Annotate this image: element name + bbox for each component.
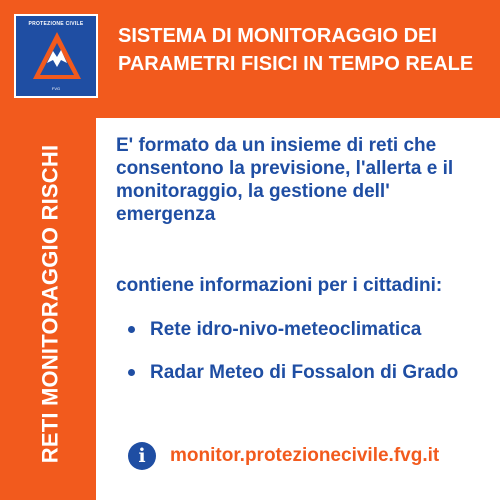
list-item	[128, 318, 488, 341]
logo-title: PROTEZIONE CIVILE	[28, 21, 84, 27]
logo-footer: FVG	[51, 86, 61, 91]
header-title	[118, 22, 488, 78]
eagle-triangle-emblem-icon	[30, 29, 84, 83]
website-link[interactable]: monitor.protezionecivile.fvg.it	[170, 445, 440, 466]
list-item-label: Radar Meteo di Fossalon di Grado	[150, 362, 459, 383]
list-item	[128, 361, 488, 384]
intro-line-4: emergenza	[116, 204, 216, 225]
header-title-line-2: PARAMETRI FISICI IN TEMPO REALE	[118, 53, 474, 75]
header-title-line-1: SISTEMA DI MONITORAGGIO DEI	[118, 25, 437, 47]
intro-line-3: monitoraggio, la gestione dell'	[116, 181, 390, 202]
intro-line-1: E' formato da un insieme di reti che	[116, 135, 437, 156]
content-panel	[96, 118, 500, 500]
list-item-label: Rete idro-nivo-meteoclimatica	[150, 319, 422, 340]
info-list	[128, 318, 488, 404]
bullet-dot-icon	[128, 326, 135, 333]
protezione-civile-logo	[14, 14, 98, 98]
intro-line-2: consentono la previsione, l'allerta e il	[116, 158, 454, 179]
info-icon: i	[128, 442, 156, 470]
citizens-info-heading: contiene informazioni per i cittadini:	[116, 275, 443, 296]
intro-text	[116, 134, 494, 226]
website-link-row[interactable]	[128, 441, 439, 471]
side-label	[20, 118, 80, 490]
side-label-text: RETI MONITORAGGIO RISCHI	[37, 144, 63, 464]
bullet-dot-icon	[128, 369, 135, 376]
